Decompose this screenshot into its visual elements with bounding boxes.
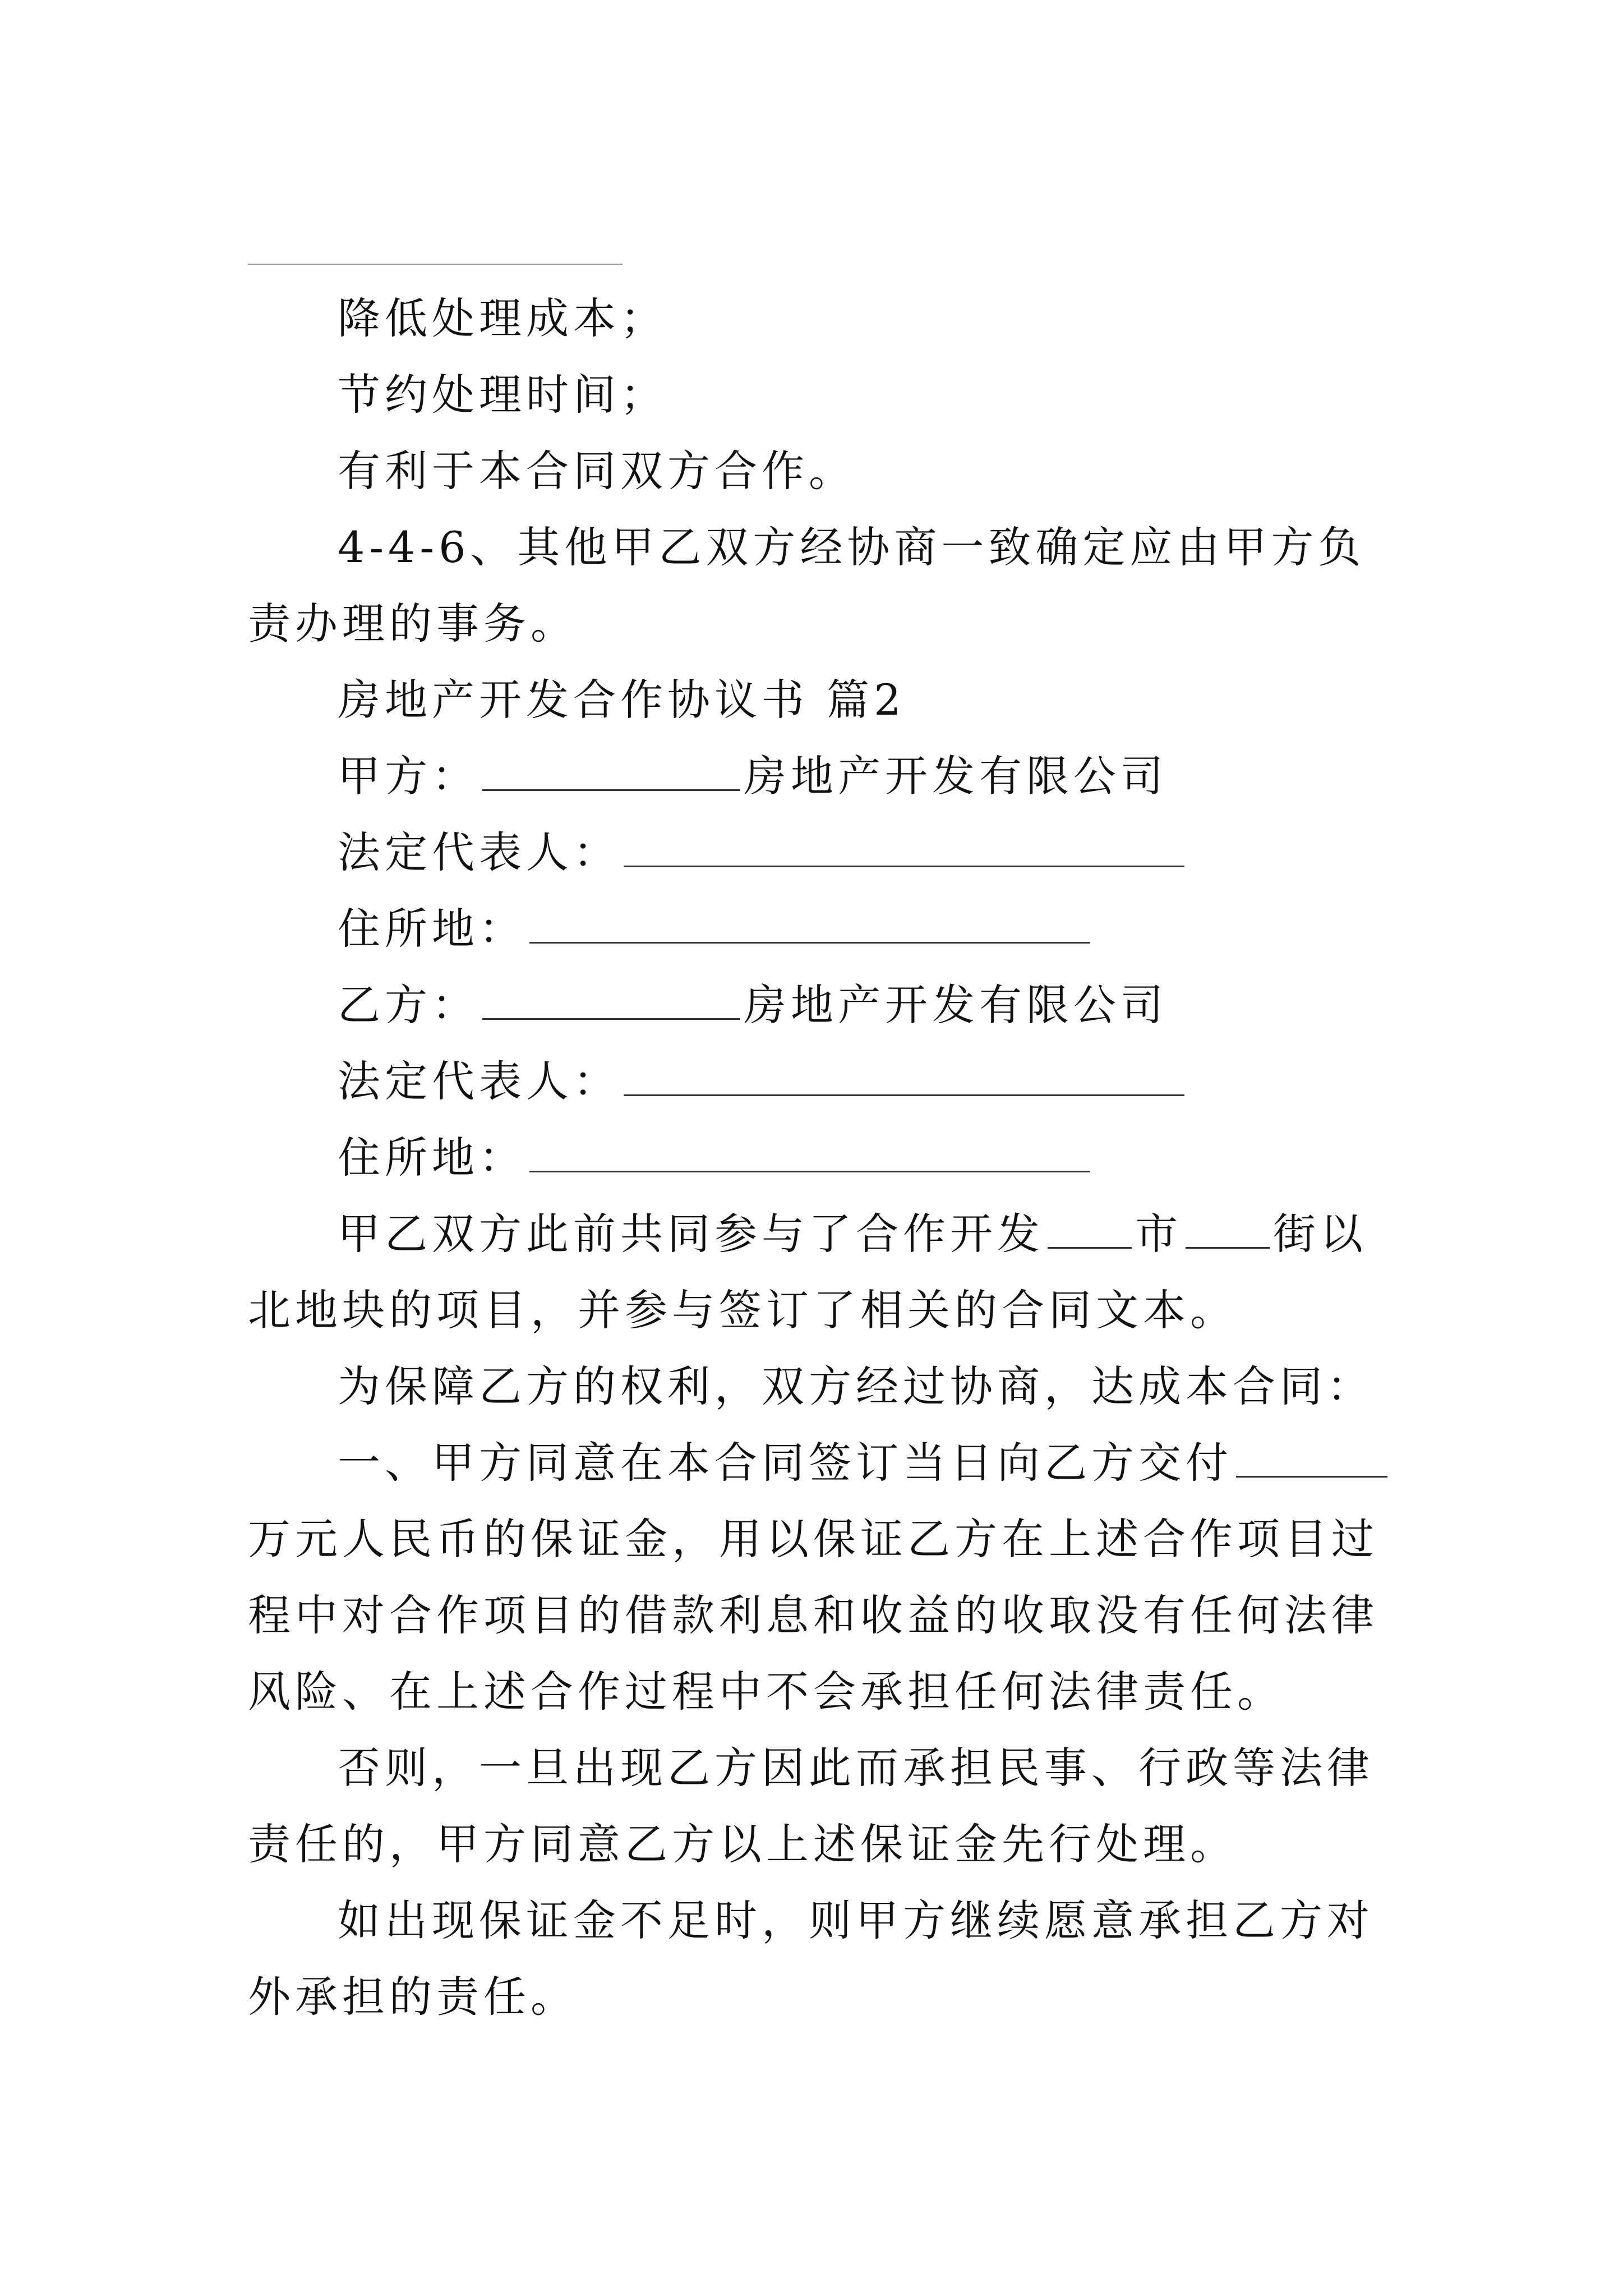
city-blank <box>1048 1207 1132 1249</box>
party-a-representative-label: 法定代表人： <box>338 827 620 877</box>
document-body <box>248 280 1398 2035</box>
section-title: 房地产开发合作协议书 篇2 <box>338 675 906 725</box>
paragraph-project-background <box>248 1196 1398 1349</box>
party-a-representative-line <box>248 815 1398 891</box>
party-a-suffix: 房地产开发有限公司 <box>744 751 1168 801</box>
party-b-representative-blank <box>624 1054 1184 1096</box>
paragraph-deposit <box>248 1425 1398 1730</box>
header-rule <box>248 264 623 265</box>
project-text-b: 市 <box>1135 1209 1182 1259</box>
party-a-line <box>248 738 1398 815</box>
deposit-text-b: 万元人民币的保证金，用以保证乙方在上述合作项目过程中对合作项目的借款利息和收益的收取没有任何法律风险、在上述合作过程中不会承担任何法律责任。 <box>248 1514 1378 1717</box>
party-b-address-label: 住所地： <box>338 1133 526 1182</box>
deposit-text-a: 一、甲方同意在本合同签订当日向乙方交付 <box>338 1438 1233 1488</box>
party-a-label: 甲方： <box>338 751 479 801</box>
party-b-name-blank <box>482 978 740 1020</box>
party-b-representative-line <box>248 1043 1398 1120</box>
party-b-line <box>248 967 1398 1043</box>
party-a-address-label: 住所地： <box>338 904 526 954</box>
line-reduce-cost: 降低处理成本； <box>338 293 667 343</box>
party-a-address-blank <box>529 901 1090 944</box>
party-b-suffix: 房地产开发有限公司 <box>744 980 1168 1030</box>
party-a-representative-blank <box>624 825 1184 867</box>
project-text-a: 甲乙双方此前共同参与了合作开发 <box>338 1209 1044 1259</box>
party-b-address-line <box>248 1120 1398 1196</box>
party-b-representative-label: 法定代表人： <box>338 1056 620 1106</box>
party-b-label: 乙方： <box>338 980 479 1030</box>
clause-4-4-6: 4-4-6、其他甲乙双方经协商一致确定应由甲方负责办理的事务。 <box>248 522 1366 648</box>
party-a-name-blank <box>482 749 740 791</box>
paragraph-otherwise: 否则，一旦出现乙方因此而承担民事、行政等法律责任的，甲方同意乙方以上述保证金先行处理。 <box>248 1743 1374 1869</box>
paragraph-purpose: 为保障乙方的权利，双方经过协商，达成本合同： <box>338 1361 1374 1411</box>
line-save-time: 节约处理时间； <box>338 370 667 420</box>
street-blank <box>1186 1207 1270 1249</box>
party-a-address-line <box>248 891 1398 967</box>
paragraph-insufficient-deposit: 如出现保证金不足时，则甲方继续愿意承担乙方对外承担的责任。 <box>248 1895 1374 2022</box>
deposit-amount-blank <box>1236 1435 1387 1478</box>
party-b-address-blank <box>529 1130 1090 1172</box>
project-text-c: 街以北地块的项目，并参与签订了相关的合同文本。 <box>248 1209 1367 1335</box>
line-benefit-cooperation: 有利于本合同双方合作。 <box>338 446 856 496</box>
